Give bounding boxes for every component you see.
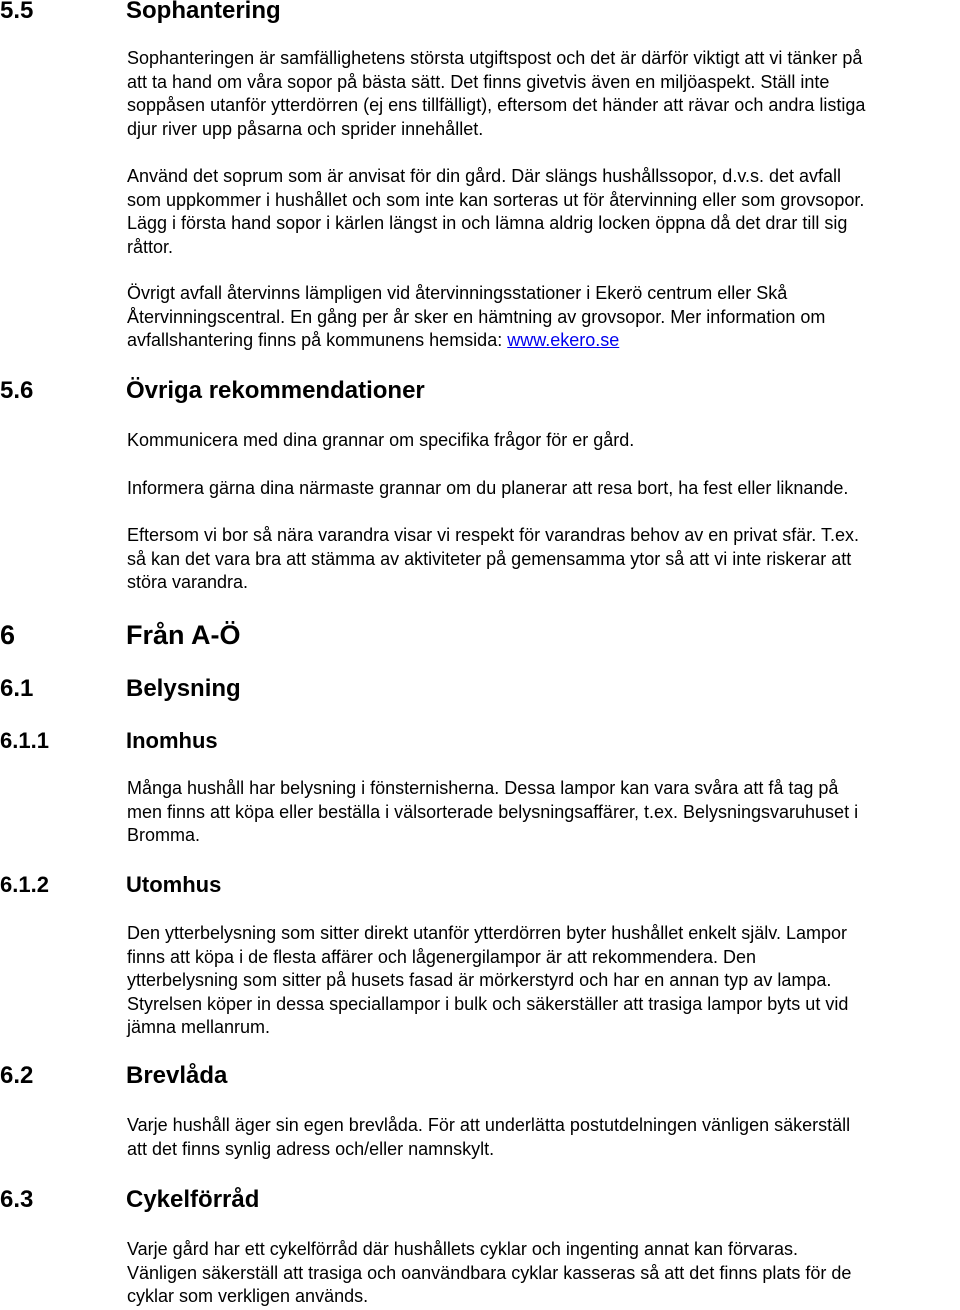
text-line: så kan det vara bra att stämma av aktiviteter på gemensamma ytor så att vi inte riskerar att: [127, 548, 852, 569]
paragraph: [127, 47, 957, 141]
text-line: men finns att köpa eller beställa i välsorterade belysningsaffärer, t.ex. Belysningsvaruhuset i: [127, 801, 859, 822]
text-line: att det finns synlig adress och/eller namnskylt.: [127, 1138, 495, 1159]
text-line: Övrigt avfall återvinns lämpligen vid återvinningsstationer i Ekerö centrum eller Skå: [127, 283, 788, 303]
text-line: Varje gård har ett cykelförråd där hushållets cyklar och ingenting annat kan förvaras.: [127, 1239, 799, 1259]
text-line: Eftersom vi bor så nära varandra visar vi respekt för varandras behov av en privat sfär. T.ex.: [127, 525, 859, 545]
section-number: 5.5: [0, 0, 34, 24]
paragraph: [127, 165, 957, 259]
section-title: Cykelförråd: [126, 1186, 260, 1213]
section-title: Brevlåda: [126, 1062, 228, 1089]
section-number: 6.1.1: [0, 728, 49, 753]
text-line: Många hushåll har belysning i fönsternisherna. Dessa lampor kan vara svåra att få tag på: [127, 778, 839, 798]
section-title: Från A-Ö: [126, 620, 241, 650]
section-number: 6.2: [0, 1062, 34, 1089]
section-title: Utomhus: [126, 872, 222, 897]
text-line: Sophanteringen är samfällighetens största utgiftspost och det är därför viktigt att vi tänker på: [127, 48, 863, 68]
text-line: ytterbelysning som sitter på husets fasad är mörkerstyrd och har en annan typ av lampa.: [127, 970, 832, 990]
text-line: Lägg i första hand sopor i kärlen längst in och lämna aldrig locken öppna då det drar till sig: [127, 213, 848, 233]
text-line: Informera gärna dina närmaste grannar om du planerar att resa bort, ha fest eller liknande.: [127, 478, 849, 498]
municipality-website-link[interactable]: www.ekero.se: [507, 330, 620, 350]
text-line: att ta hand om våra sopor på bästa sätt. Det finns givetvis även en miljöaspekt. Ställ inte: [127, 71, 830, 92]
paragraph: [127, 922, 957, 1040]
section-title: Sophantering: [126, 0, 281, 24]
section-number: 6.1: [0, 675, 34, 702]
text-line: Varje hushåll äger sin egen brevlåda. För att underlätta postutdelningen vänligen säkerställ: [127, 1115, 851, 1135]
text-line: jämna mellanrum.: [127, 1017, 271, 1037]
text-fragment: avfallshantering finns på kommunens hemsida:: [127, 330, 508, 350]
text-line: soppåsen utanför ytterdörren (ej ens tillfälligt), eftersom det händer att rävar och andra listiga: [127, 95, 866, 115]
paragraph: [127, 777, 957, 848]
text-line: Kommunicera med dina grannar om specifika frågor för er gård.: [127, 430, 635, 450]
paragraph: [127, 429, 957, 453]
paragraph: [127, 1114, 957, 1161]
text-line: Styrelsen köper in dessa speciallampor i bulk och säkerställer att trasiga lampor byts ut vid: [127, 993, 849, 1014]
text-line: finns att köpa i de flesta affärer och lågenergilampor är att rekommendera. Den: [127, 946, 757, 967]
text-line: Bromma.: [127, 825, 201, 845]
text-line: Återvinningscentral. En gång per år sker en hämtning av grovsopor. Mer information om: [127, 306, 826, 327]
paragraph: [127, 524, 957, 595]
text-line: Använd det soprum som är anvisat för din gård. Där slängs hushållssopor, d.v.s. det avfall: [127, 166, 842, 186]
section-number: 6.3: [0, 1186, 34, 1213]
text-line: Vänligen säkerställ att trasiga och oanvändbara cyklar kasseras så att det finns plats för de: [127, 1262, 852, 1283]
paragraph: [127, 1238, 957, 1309]
paragraph: [127, 477, 957, 501]
text-line: cyklar som verkligen används.: [127, 1286, 369, 1306]
text-line: råttor.: [127, 236, 174, 257]
text-line: djur river upp påsarna och sprider innehållet.: [127, 118, 484, 139]
section-number: 6.1.2: [0, 872, 49, 897]
section-title: Inomhus: [126, 728, 218, 753]
text-line: som uppkommer i hushållet och som inte kan sorteras ut för återvinning eller som grovsopor.: [127, 189, 865, 210]
section-number: 5.6: [0, 377, 34, 404]
paragraph: [127, 282, 957, 353]
text-line: störa varandra.: [127, 572, 249, 592]
section-title: Belysning: [126, 675, 241, 702]
text-line: Den ytterbelysning som sitter direkt utanför ytterdörren byter hushållet enkelt själv. Lampor: [127, 923, 847, 943]
section-number: 6: [0, 620, 16, 650]
section-title: Övriga rekommendationer: [126, 377, 425, 404]
text-line: [127, 329, 957, 353]
